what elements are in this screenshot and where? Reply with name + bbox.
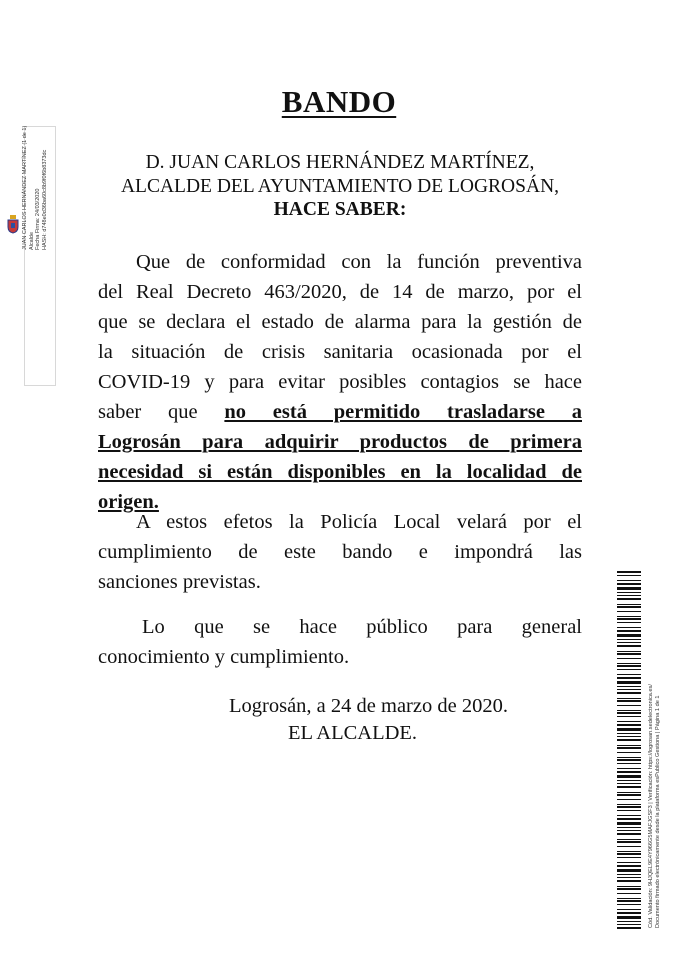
paragraph-enforcement [98, 507, 582, 597]
text-line: Lo que se hace público para general [142, 616, 582, 638]
text-line: que se declara el estado de alarma para la gestión de [98, 311, 582, 333]
text-line: del Real Decreto 463/2020, de 14 de marzo, por el [98, 281, 582, 303]
announcement-heading: HACE SABER: [273, 199, 407, 220]
paragraph-publication [98, 612, 582, 672]
mayor-title: ALCALDE DEL AYUNTAMIENTO DE LOGROSÁN, [120, 176, 560, 197]
signature-hash: HASH: d748e0d36ba60c8b9f0f6b8373dc [41, 149, 48, 250]
signature-date: Fecha Firma: 24/03/2020 [35, 188, 41, 250]
coat-of-arms-icon [6, 214, 20, 234]
text-line: conocimiento y cumplimiento. [98, 646, 350, 668]
signer-role: Alcalde [28, 231, 35, 250]
signer-title: EL ALCALDE. [288, 722, 418, 744]
emphasis-text: origen. [98, 491, 159, 513]
signer-name: JUAN CARLOS HERNÁNDEZ MARTÍNEZ (1 de 1) [22, 125, 28, 250]
validation-barcode [617, 571, 641, 932]
text-line: la situación de crisis sanitaria ocasionada por el [98, 341, 582, 363]
text-line [98, 397, 582, 427]
emphasis-text: no está permitido trasladarse a [224, 401, 582, 423]
document-title: BANDO [281, 84, 397, 119]
text-line: COVID-19 y para evitar posibles contagios se hace [98, 371, 582, 393]
emphasis-text: Logrosán para adquirir productos de primera [98, 431, 582, 453]
text-line: sanciones previstas. [98, 571, 261, 593]
text-line: cumplimiento de este bando e impondrá las [98, 541, 582, 563]
text-line: A estos efetos la Policía Local velará por el [136, 511, 582, 533]
emphasis-text: necesidad si están disponibles en la localidad de [98, 461, 582, 483]
verification-platform: Documento firmado electrónicamente desde la plataforma esPublico Gestiona | Página 1 de 1 [655, 695, 661, 928]
mayor-name: D. JUAN CARLOS HERNÁNDEZ MARTÍNEZ, [145, 152, 535, 173]
place-and-date: Logrosán, a 24 de marzo de 2020. [229, 695, 508, 717]
verification-code: Cód. Validación: 9HJQEL9E4Y966G5MAFJGSF3 | Verificación: https://logrosan.sedelectronica.es/ [648, 684, 654, 928]
paragraph-main [98, 247, 582, 517]
text-line: Que de conformidad con la función preventiva [136, 251, 582, 273]
text-run: saber que [98, 401, 225, 423]
verification-text [648, 568, 662, 928]
